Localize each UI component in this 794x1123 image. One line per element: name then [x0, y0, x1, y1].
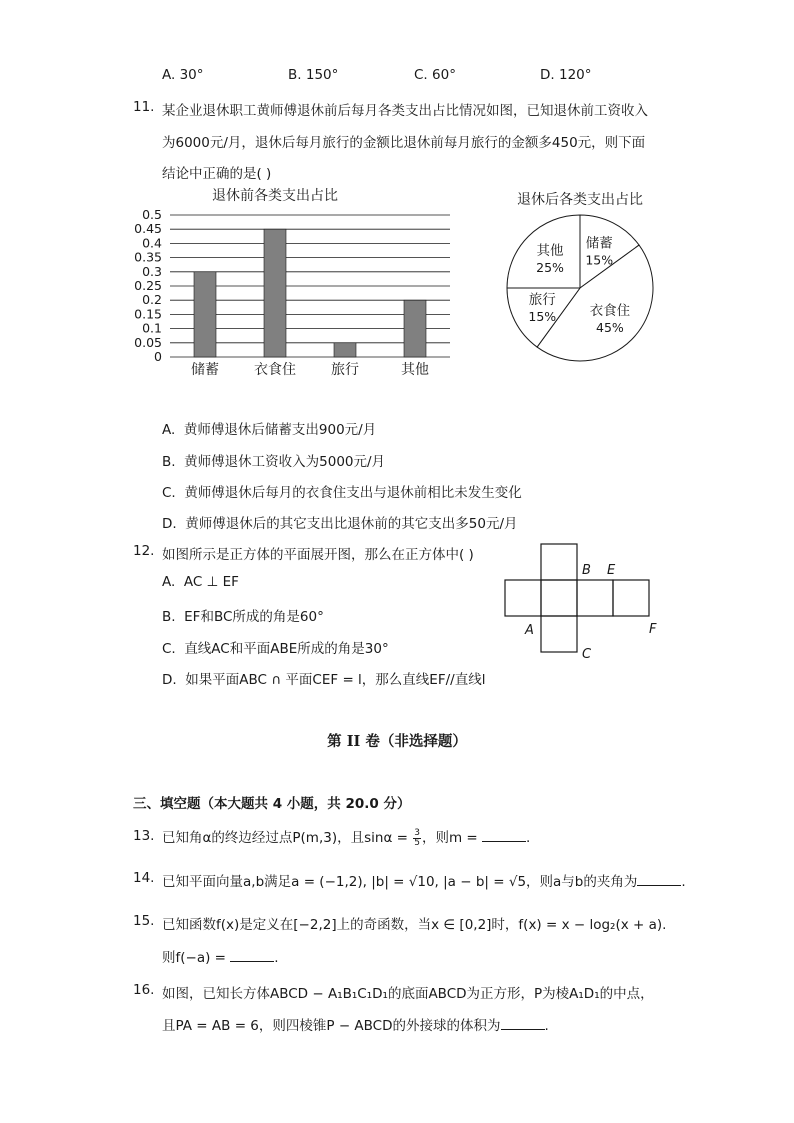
bar-xtick-label: 储蓄 — [191, 362, 219, 378]
q16-number: 16. — [133, 982, 155, 998]
bar-3 — [404, 300, 426, 357]
q16-answer-blank[interactable] — [501, 1017, 545, 1030]
q14-body: 已知平面向量a,b满足a = (−1,2), |b| = √10, |a − b| = √5，则a与b的夹角为 . — [162, 874, 686, 890]
pie-slice-percent: 15% — [585, 252, 614, 268]
q15-answer-blank[interactable] — [230, 949, 274, 962]
pie-slice-label: 其他 — [536, 243, 564, 260]
q11-line3: 结论中正确的是( ) — [162, 166, 272, 182]
q13-fraction: $\frac{3}{5}$ — [414, 827, 420, 848]
net-square-bottom — [541, 616, 577, 652]
bar-xtick-label: 其他 — [401, 362, 429, 378]
q11-option-d: D. 黄师傅退休后的其它支出比退休前的其它支出多50元/月 — [162, 516, 518, 532]
bar-ytick-label: 0.05 — [134, 334, 162, 350]
q12-option-a: A. AC ⊥ EF — [162, 574, 239, 590]
q12-number: 12. — [133, 543, 155, 559]
q10-option-d: D. 120° — [540, 67, 592, 83]
pie-slice-percent: 45% — [596, 319, 624, 335]
bar-ytick-label: 0.45 — [134, 221, 162, 237]
net-square-left — [505, 580, 541, 616]
q10-option-b: B. 150° — [288, 67, 339, 83]
q13-answer-blank[interactable] — [482, 829, 526, 842]
q15-number: 15. — [133, 913, 155, 929]
q12-option-b: B. EF和BC所成的角是60° — [162, 609, 324, 625]
q16-line1: 如图，已知长方体ABCD − A₁B₁C₁D₁的底面ABCD为正方形，P为棱A₁D₁的中点， — [162, 986, 654, 1002]
pie-chart — [495, 185, 665, 370]
q11-option-a: A. 黄师傅退休后储蓄支出900元/月 — [162, 422, 377, 438]
pie-slice-percent: 15% — [528, 309, 557, 325]
bar-ytick-label: 0.3 — [142, 263, 162, 279]
q12-option-c: C. 直线AC和平面ABE所成的角是30° — [162, 641, 389, 657]
net-label-b: B — [582, 563, 591, 578]
bar-1 — [264, 229, 286, 357]
bar-chart — [130, 180, 460, 380]
q12-option-d: D. 如果平面ABC ∩ 平面CEF = l，那么直线EF//直线l — [162, 672, 486, 688]
pie-slice-label: 储蓄 — [585, 235, 613, 252]
q10-option-c: C. 60° — [414, 67, 456, 83]
net-square-top — [541, 544, 577, 580]
net-label-e: E — [607, 563, 616, 578]
bar-chart-title: 退休前各类支出占比 — [212, 188, 338, 204]
q11-number: 11. — [133, 99, 155, 115]
section-3-heading: 三、填空题（本大题共 4 小题，共 20.0 分） — [133, 796, 411, 812]
q16-line2: 且PA = AB = 6，则四棱锥P − ABCD的外接球的体积为 . — [162, 1018, 549, 1034]
q15-line1: 已知函数f(x)是定义在[−2,2]上的奇函数，当x ∈ [0,2]时，f(x) = x − log₂(x + a). — [162, 917, 667, 933]
q15-line2: 则f(−a) = . — [162, 950, 279, 966]
q11-line2: 为6000元/月，退休后每月旅行的金额比退休前每月旅行的金额多450元，则下面 — [162, 135, 646, 151]
net-square-right2 — [613, 580, 649, 616]
bar-ytick-label: 0.5 — [142, 207, 162, 222]
q10-option-a: A. 30° — [162, 67, 204, 83]
bar-ytick-label: 0 — [154, 349, 162, 364]
q11-line1: 某企业退休职工黄师傅退休前后每月各类支出占比情况如图，已知退休前工资收入 — [162, 103, 648, 119]
net-label-f: F — [649, 622, 657, 637]
q13-tail: ，则m = — [421, 830, 483, 846]
bar-xtick-label: 衣食住 — [254, 362, 296, 378]
net-label-c: C — [582, 647, 592, 662]
bar-ytick-label: 0.35 — [134, 249, 162, 265]
pie-slice-label: 旅行 — [528, 292, 556, 309]
q13-number: 13. — [133, 828, 155, 844]
bar-xtick-label: 旅行 — [331, 362, 359, 378]
net-label-a: A — [525, 623, 534, 638]
q13-body: 已知角α的终边经过点P(m,3)，且sinα = $\frac{3}{5}$ ，则m = . — [162, 827, 531, 848]
q11-option-b: B. 黄师傅退休工资收入为5000元/月 — [162, 454, 386, 470]
bar-ytick-label: 0.1 — [142, 320, 162, 336]
bar-0 — [194, 272, 216, 357]
q13-text: 已知角α的终边经过点P(m,3)，且sinα = — [162, 830, 413, 846]
cube-net-diagram — [500, 540, 680, 670]
q11-option-c: C. 黄师傅退休后每月的衣食住支出与退休前相比未发生变化 — [162, 485, 522, 501]
q12-stem: 如图所示是正方体的平面展开图，那么在正方体中( ) — [162, 547, 474, 563]
bar-ytick-label: 0.2 — [142, 292, 162, 308]
pie-chart-title: 退休后各类支出占比 — [517, 192, 643, 208]
q14-text: 已知平面向量a,b满足a = (−1,2), |b| = √10, |a − b| = √5，则a与b的夹角为 — [162, 874, 638, 890]
bar-ytick-label: 0.25 — [134, 278, 162, 293]
pie-slice-percent: 25% — [536, 260, 564, 276]
bar-ytick-label: 0.4 — [142, 235, 162, 251]
net-square-right1 — [577, 580, 613, 616]
q14-number: 14. — [133, 870, 155, 886]
q14-answer-blank[interactable] — [637, 873, 681, 886]
section-2-title: 第 II 卷（非选择题） — [327, 733, 467, 750]
bar-ytick-label: 0.15 — [134, 306, 162, 322]
pie-slice-label: 衣食住 — [589, 302, 631, 319]
bar-2 — [334, 343, 356, 357]
net-square-center — [541, 580, 577, 616]
